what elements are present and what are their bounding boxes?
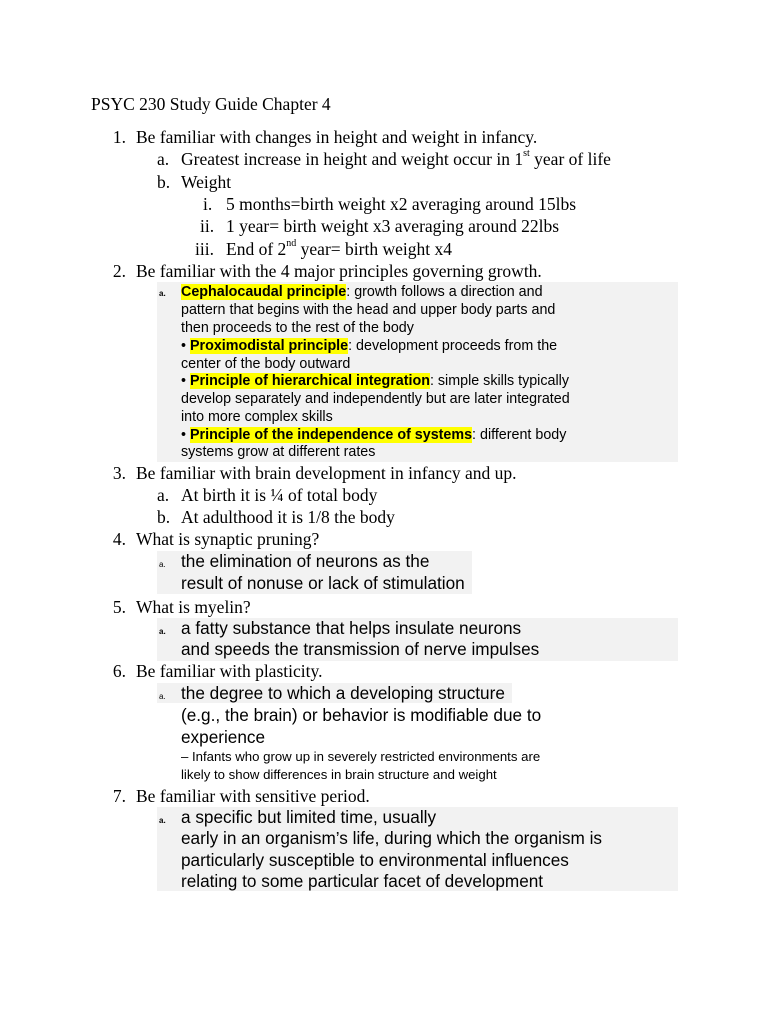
q6-note-line1: – Infants who grow up in severely restricted environments are [181, 749, 541, 764]
q4-text: What is synaptic pruning? [136, 529, 320, 549]
q4-answer-line2: result of nonuse or lack of stimulation [181, 573, 465, 593]
q7-answer-line1: a specific but limited time, usually [181, 807, 437, 827]
q1-ii-marker: ii. [200, 216, 215, 236]
q3-a-marker: a. [157, 485, 170, 505]
independence-of-systems-term: Principle of the independence of systems [190, 427, 473, 443]
q2-principle-3-line3: into more complex skills [181, 409, 333, 425]
q6-note-line2: likely to show differences in brain structure and weight [181, 767, 497, 782]
q2-principle-1-line2: pattern that begins with the head and upper body parts and [181, 302, 556, 318]
q2-principle-1-line3: then proceeds to the rest of the body [181, 320, 414, 336]
q1-number: 1. [112, 127, 126, 147]
q5-marker: a. [159, 627, 166, 636]
q6-answer-line1: the degree to which a developing structure [181, 683, 505, 703]
q2-principle-4-line2: systems grow at different rates [181, 444, 376, 460]
q1-a-text: Greatest increase in height and weight occur in 1st year of life [181, 148, 611, 169]
hierarchical-integration-term: Principle of hierarchical integration [190, 373, 430, 389]
q1-text: Be familiar with changes in height and weight in infancy. [136, 127, 538, 147]
q2-principle-4: • Principle of the independence of systems: different body [181, 427, 567, 443]
q1-iii-marker: iii. [195, 239, 214, 259]
q3-b-text: At adulthood it is 1/8 the body [181, 507, 395, 527]
q1-i-marker: i. [203, 194, 213, 214]
q6-answer-line2: (e.g., the brain) or behavior is modifiable due to [181, 705, 542, 725]
q1-ii-text: 1 year= birth weight x3 averaging around 22lbs [226, 216, 560, 236]
q4-marker: a. [159, 560, 166, 569]
q3-number: 3. [112, 463, 126, 483]
q4-answer-line1: the elimination of neurons as the [181, 551, 430, 571]
q7-number: 7. [112, 786, 126, 806]
q7-answer-line3: particularly susceptible to environmental influences [181, 850, 569, 870]
proximodistal-term: Proximodistal principle [190, 338, 349, 354]
q6-number: 6. [112, 661, 126, 681]
q1-a-marker: a. [157, 149, 170, 169]
q5-number: 5. [112, 597, 126, 617]
q2-principle-3-line2: develop separately and independently but are later integrated [181, 391, 570, 407]
q2-principle-2-line2: center of the body outward [181, 356, 351, 372]
q2-principle-1: Cephalocaudal principle: growth follows a direction and [181, 284, 543, 300]
q3-a-text: At birth it is ¼ of total body [181, 485, 378, 505]
q2-principle-2: • Proximodistal principle: development proceeds from the [181, 338, 558, 354]
q6-answer-line3: experience [181, 727, 266, 747]
q5-text: What is myelin? [136, 597, 251, 617]
q6-text: Be familiar with plasticity. [136, 661, 323, 681]
q1-b-text: Weight [181, 172, 232, 192]
document-title: PSYC 230 Study Guide Chapter 4 [91, 94, 331, 114]
q3-text: Be familiar with brain development in infancy and up. [136, 463, 517, 483]
q5-answer-line1: a fatty substance that helps insulate neurons [181, 618, 522, 638]
q4-number: 4. [112, 529, 126, 549]
q2-marker: a. [159, 289, 166, 298]
q7-answer-line2: early in an organism’s life, during which the organism is [181, 828, 602, 848]
q5-answer-line2: and speeds the transmission of nerve impulses [181, 639, 540, 659]
q2-principle-3: • Principle of hierarchical integration: simple skills typically [181, 373, 569, 389]
q7-text: Be familiar with sensitive period. [136, 786, 370, 806]
cephalocaudal-term: Cephalocaudal principle [181, 284, 347, 300]
q7-marker: a. [159, 816, 166, 825]
q1-iii-text: End of 2nd year= birth weight x4 [226, 238, 452, 259]
q3-b-marker: b. [157, 507, 171, 527]
q2-number: 2. [112, 261, 126, 281]
q2-text: Be familiar with the 4 major principles governing growth. [136, 261, 542, 281]
q7-answer-line4: relating to some particular facet of development [181, 871, 544, 891]
q1-b-marker: b. [157, 172, 171, 192]
q1-i-text: 5 months=birth weight x2 averaging around 15lbs [226, 194, 577, 214]
q6-marker: a. [159, 692, 166, 701]
